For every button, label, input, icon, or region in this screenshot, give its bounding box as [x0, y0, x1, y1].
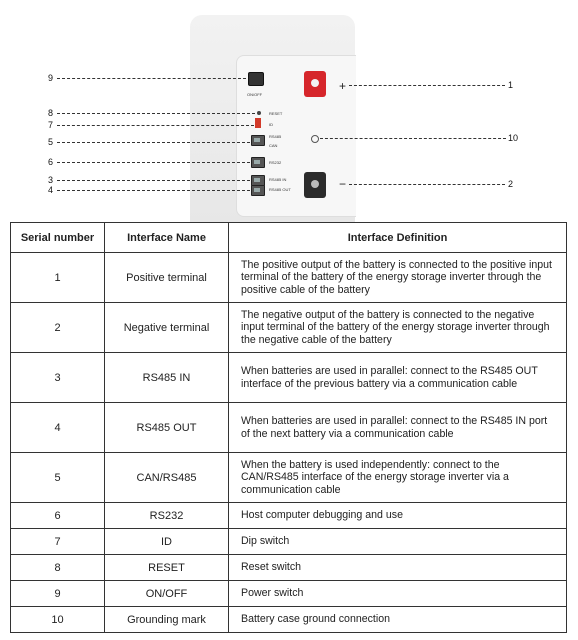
callout-7: 7 — [48, 120, 54, 130]
leader-line — [57, 190, 250, 191]
leader-line — [57, 180, 250, 181]
name-cell: ON/OFF — [105, 581, 229, 607]
name-cell: ID — [105, 529, 229, 555]
leader-line — [57, 142, 250, 143]
name-cell: RS485 IN — [105, 353, 229, 403]
definition-cell: When batteries are used in parallel: connect to the RS485 OUT interface of the previous battery via a communication cable — [229, 353, 567, 403]
rs485-out-port — [251, 185, 265, 196]
header-interface-name: Interface Name — [105, 223, 229, 253]
table-row — [11, 453, 567, 503]
serial-cell: 9 — [11, 581, 105, 607]
header-serial-number: Serial number — [11, 223, 105, 253]
name-cell: Grounding mark — [105, 607, 229, 633]
definition-cell: Host computer debugging and use — [229, 503, 567, 529]
definition-cell: When the battery is used independently: connect to the CAN/RS485 interface of the energy storage inverter via a communication cable — [229, 453, 567, 503]
on-off-label: ON/OFF — [247, 92, 263, 97]
name-cell: Negative terminal — [105, 303, 229, 353]
table-row — [11, 503, 567, 529]
serial-cell: 7 — [11, 529, 105, 555]
serial-cell: 3 — [11, 353, 105, 403]
serial-cell: 6 — [11, 503, 105, 529]
table-row — [11, 303, 567, 353]
definition-cell: Reset switch — [229, 555, 567, 581]
rs232-port — [251, 157, 265, 168]
leader-line — [349, 184, 505, 185]
name-cell: RS485 OUT — [105, 403, 229, 453]
minus-symbol: − — [339, 177, 347, 191]
battery-panel-figure — [0, 0, 578, 222]
name-cell: CAN/RS485 — [105, 453, 229, 503]
definition-cell: Dip switch — [229, 529, 567, 555]
name-cell: RESET — [105, 555, 229, 581]
table-row — [11, 253, 567, 303]
reset-button — [257, 111, 261, 115]
serial-cell: 5 — [11, 453, 105, 503]
serial-cell: 4 — [11, 403, 105, 453]
definition-cell: The positive output of the battery is connected to the positive input terminal of the battery of the energy storage inverter through the positive cable of the battery — [229, 253, 567, 303]
definition-cell: Battery case ground connection — [229, 607, 567, 633]
definition-cell: The negative output of the battery is connected to the negative input terminal of the battery of the energy storage inverter through the negative cable of the battery — [229, 303, 567, 353]
table-row — [11, 581, 567, 607]
header-interface-definition: Interface Definition — [229, 223, 567, 253]
ground-icon — [311, 135, 319, 143]
terminal-bolt-icon — [311, 79, 319, 87]
callout-6: 6 — [48, 157, 54, 167]
name-cell: RS232 — [105, 503, 229, 529]
leader-line — [57, 113, 255, 114]
table-header-row — [11, 223, 567, 253]
callout-2: 2 — [508, 179, 514, 189]
callout-8: 8 — [48, 108, 54, 118]
reset-label: RESET — [269, 111, 283, 116]
interface-table — [10, 222, 567, 633]
dip-switch — [255, 118, 261, 128]
table-row — [11, 353, 567, 403]
serial-cell: 8 — [11, 555, 105, 581]
can-label: CAN — [269, 143, 278, 148]
callout-1: 1 — [508, 80, 514, 90]
on-off-switch — [248, 72, 264, 86]
table-row — [11, 607, 567, 633]
leader-line — [57, 162, 250, 163]
rs485-in-label: RS485 IN — [269, 177, 287, 182]
terminal-bolt-icon — [311, 180, 319, 188]
table-row — [11, 403, 567, 453]
serial-cell: 1 — [11, 253, 105, 303]
serial-cell: 2 — [11, 303, 105, 353]
name-cell: Positive terminal — [105, 253, 229, 303]
rs232-label: RS232 — [269, 160, 282, 165]
positive-terminal — [304, 71, 326, 97]
definition-cell: When batteries are used in parallel: connect to the RS485 IN port of the next battery via a communication cable — [229, 403, 567, 453]
leader-line — [349, 85, 505, 86]
callout-4: 4 — [48, 185, 54, 195]
plus-symbol: + — [339, 79, 347, 93]
definition-cell: Power switch — [229, 581, 567, 607]
leader-line — [57, 78, 246, 79]
callout-10: 10 — [508, 133, 519, 143]
callout-5: 5 — [48, 137, 54, 147]
leader-line — [320, 138, 506, 139]
rs485-out-label: RS485 OUT — [269, 187, 291, 192]
leader-line — [57, 125, 254, 126]
table-row — [11, 555, 567, 581]
serial-cell: 10 — [11, 607, 105, 633]
can-rs485-port — [251, 135, 265, 146]
callout-3: 3 — [48, 175, 54, 185]
table-row — [11, 529, 567, 555]
id-label: ID — [269, 122, 273, 127]
callout-9: 9 — [48, 73, 54, 83]
negative-terminal — [304, 172, 326, 198]
rs485-label: RS485 — [269, 134, 282, 139]
